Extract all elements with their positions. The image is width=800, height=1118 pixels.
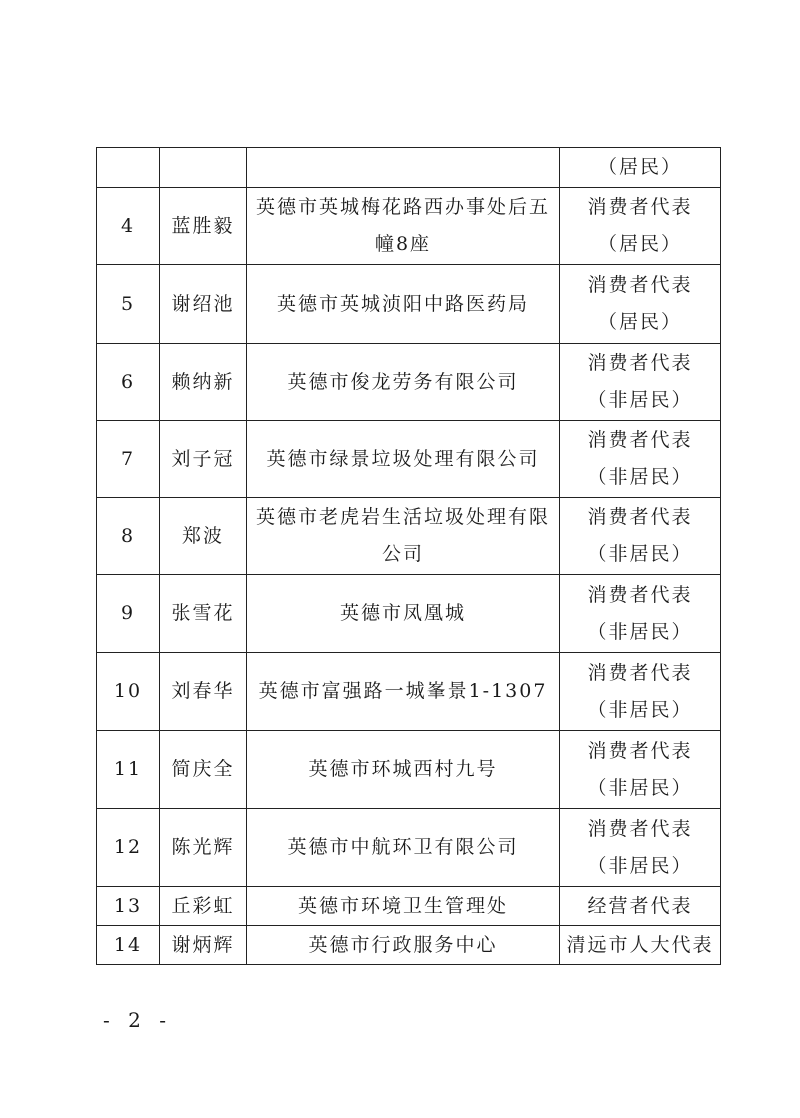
role-line: 消费者代表 — [587, 196, 693, 218]
table-row — [97, 731, 721, 809]
role-line: （居民） — [597, 156, 682, 178]
role-line: 消费者代表 — [587, 661, 693, 684]
row-number: 12 — [97, 809, 160, 887]
row-number: 11 — [97, 731, 160, 809]
row-address: 英德市环城西村九号 — [247, 731, 560, 809]
row-role — [560, 344, 721, 421]
row-address: 英德市中航环卫有限公司 — [247, 809, 560, 887]
row-address: 英德市绿景垃圾处理有限公司 — [247, 421, 560, 498]
role-line: 消费者代表 — [587, 352, 693, 374]
row-role — [560, 731, 721, 809]
role-line: （非居民） — [587, 776, 693, 799]
row-number: 14 — [97, 926, 160, 965]
row-role — [560, 498, 721, 575]
role-line: （居民） — [597, 311, 682, 333]
role-line: 清远市人大代表 — [566, 933, 714, 956]
row-number: 6 — [97, 344, 160, 421]
row-address: 英德市富强路一城峯景1-1307 — [247, 653, 560, 731]
row-role — [560, 926, 721, 965]
role-line: （非居民） — [587, 698, 693, 721]
row-name: 简庆全 — [160, 731, 247, 809]
row-address: 英德市英城梅花路西办事处后五幢8座 — [247, 188, 560, 265]
row-name: 刘子冠 — [160, 421, 247, 498]
table-row — [97, 421, 721, 498]
row-address: 英德市老虎岩生活垃圾处理有限公司 — [247, 498, 560, 575]
row-role — [560, 265, 721, 344]
row-address: 英德市俊龙劳务有限公司 — [247, 344, 560, 421]
participant-table — [96, 147, 721, 965]
row-role — [560, 148, 721, 188]
row-name: 陈光辉 — [160, 809, 247, 887]
table-row — [97, 653, 721, 731]
role-line: 消费者代表 — [587, 429, 693, 451]
row-number: 13 — [97, 887, 160, 926]
row-number: 7 — [97, 421, 160, 498]
role-line: （非居民） — [587, 620, 693, 643]
role-line: 经营者代表 — [587, 894, 693, 917]
role-line: 消费者代表 — [587, 506, 693, 528]
row-role — [560, 887, 721, 926]
table-row — [97, 188, 721, 265]
table-row — [97, 265, 721, 344]
row-address: 英德市英城浈阳中路医药局 — [247, 265, 560, 344]
row-name: 谢绍池 — [160, 265, 247, 344]
row-name: 丘彩虹 — [160, 887, 247, 926]
row-name — [160, 148, 247, 188]
role-line: （非居民） — [587, 389, 693, 411]
role-line: （非居民） — [587, 854, 693, 877]
role-line: 消费者代表 — [587, 817, 693, 840]
table-row — [97, 809, 721, 887]
row-role — [560, 575, 721, 653]
row-name: 蓝胜毅 — [160, 188, 247, 265]
row-number: 10 — [97, 653, 160, 731]
row-name: 刘春华 — [160, 653, 247, 731]
role-line: （非居民） — [587, 466, 693, 488]
table-row — [97, 926, 721, 965]
page-number: - 2 - — [103, 1008, 172, 1032]
row-number: 8 — [97, 498, 160, 575]
row-number: 4 — [97, 188, 160, 265]
row-address — [247, 148, 560, 188]
row-name: 谢炳辉 — [160, 926, 247, 965]
table-row — [97, 887, 721, 926]
row-role — [560, 421, 721, 498]
role-line: 消费者代表 — [587, 274, 693, 296]
table-row — [97, 344, 721, 421]
row-name: 郑波 — [160, 498, 247, 575]
table-row — [97, 498, 721, 575]
row-role — [560, 809, 721, 887]
row-name: 张雪花 — [160, 575, 247, 653]
row-number: 9 — [97, 575, 160, 653]
table-row — [97, 148, 721, 188]
role-line: 消费者代表 — [587, 583, 693, 606]
table-row — [97, 575, 721, 653]
row-name: 赖纳新 — [160, 344, 247, 421]
row-address: 英德市环境卫生管理处 — [247, 887, 560, 926]
role-line: （非居民） — [587, 543, 693, 565]
role-line: 消费者代表 — [587, 739, 693, 762]
role-line: （居民） — [597, 233, 682, 255]
row-address: 英德市凤凰城 — [247, 575, 560, 653]
row-number — [97, 148, 160, 188]
row-address: 英德市行政服务中心 — [247, 926, 560, 965]
row-role — [560, 188, 721, 265]
row-role — [560, 653, 721, 731]
row-number: 5 — [97, 265, 160, 344]
